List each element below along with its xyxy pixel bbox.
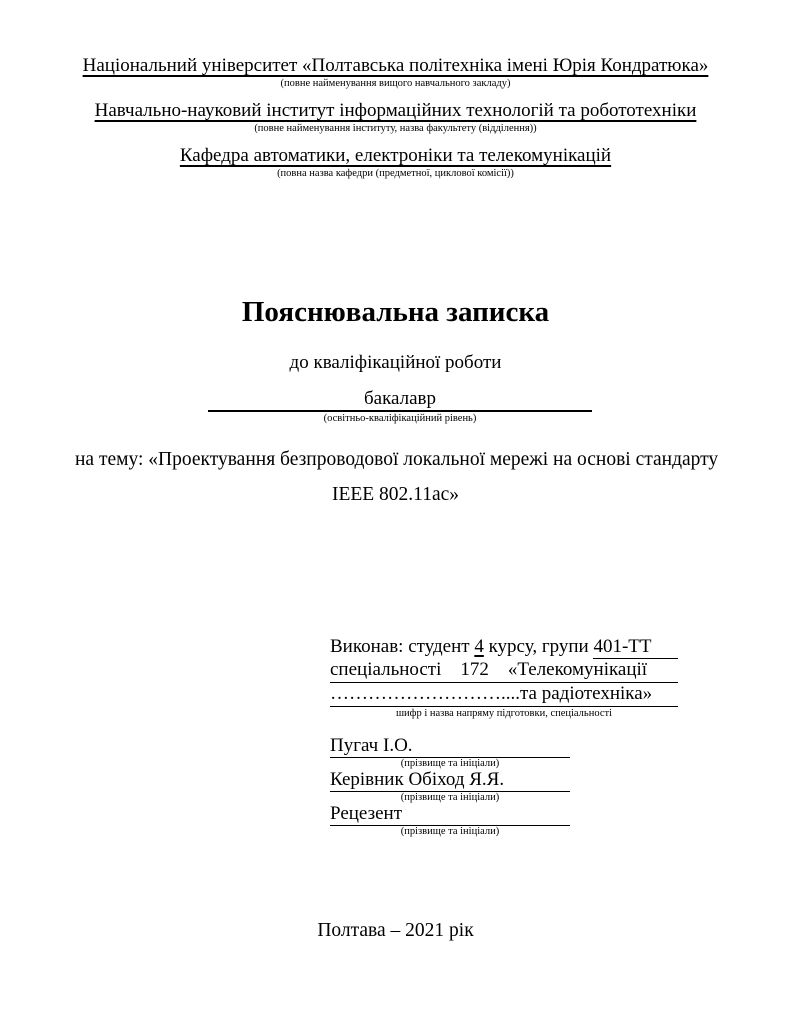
university-name: Національний університет «Полтавська політехніка імені Юрія Кондратюка» [82, 55, 709, 76]
reviewer-name-caption: (прізвище та ініціали) [400, 826, 500, 837]
institute-name: Навчально-науковий інститут інформаційних технологій та робототехніки [94, 100, 697, 121]
executor-middle: курсу, групи [483, 636, 594, 657]
signature-row-reviewer [330, 803, 570, 837]
document-subtitle: до кваліфікаційної роботи [289, 352, 502, 373]
executor-line-1 [330, 636, 678, 659]
signature-row-supervisor [330, 769, 570, 803]
university-caption: (повне найменування вищого навчального закладу) [280, 78, 511, 89]
supervisor-name-caption: (прізвище та ініціали) [400, 792, 500, 803]
topic-line-1: на тему: «Проектування безпроводової локальної мережі на основі стандарту [75, 449, 719, 470]
degree-value: бакалавр [208, 387, 592, 412]
department-name: Кафедра автоматики, електроніки та телекомунікацій [179, 145, 612, 166]
document-title: Пояснювальна записка [241, 296, 550, 328]
speciality-line-1: спеціальності 172 «Телекомунікації [330, 659, 678, 683]
executor-course: 4 [474, 636, 484, 657]
executor-block [330, 636, 678, 720]
institution-header [0, 54, 791, 189]
signature-row-student [330, 735, 570, 769]
executor-group: 401-ТТ [593, 636, 678, 659]
institute-caption: (повне найменування інституту, назва факультету (відділення)) [254, 123, 537, 134]
student-name: Пугач І.О. [330, 735, 570, 758]
reviewer-name: Рецезент [330, 803, 570, 826]
executor-prefix: Виконав: студент [330, 636, 475, 657]
signature-block [330, 735, 570, 837]
topic-line-2: ІЕЕЕ 802.11ас» [331, 484, 460, 505]
degree-field [208, 387, 592, 425]
supervisor-name: Керівник Обіход Я.Я. [330, 769, 570, 792]
speciality-line-2: ………………………....та радіотехніка» [330, 683, 678, 707]
student-name-caption: (прізвище та ініціали) [400, 758, 500, 769]
city-year: Полтава – 2021 рік [317, 920, 474, 941]
speciality-caption: шифр і назва напряму підготовки, спеціальності [395, 708, 613, 719]
department-caption: (повна назва кафедри (предметної, циклової комісії)) [277, 168, 514, 179]
degree-caption: (освітньо-кваліфікаційний рівень) [323, 413, 477, 424]
